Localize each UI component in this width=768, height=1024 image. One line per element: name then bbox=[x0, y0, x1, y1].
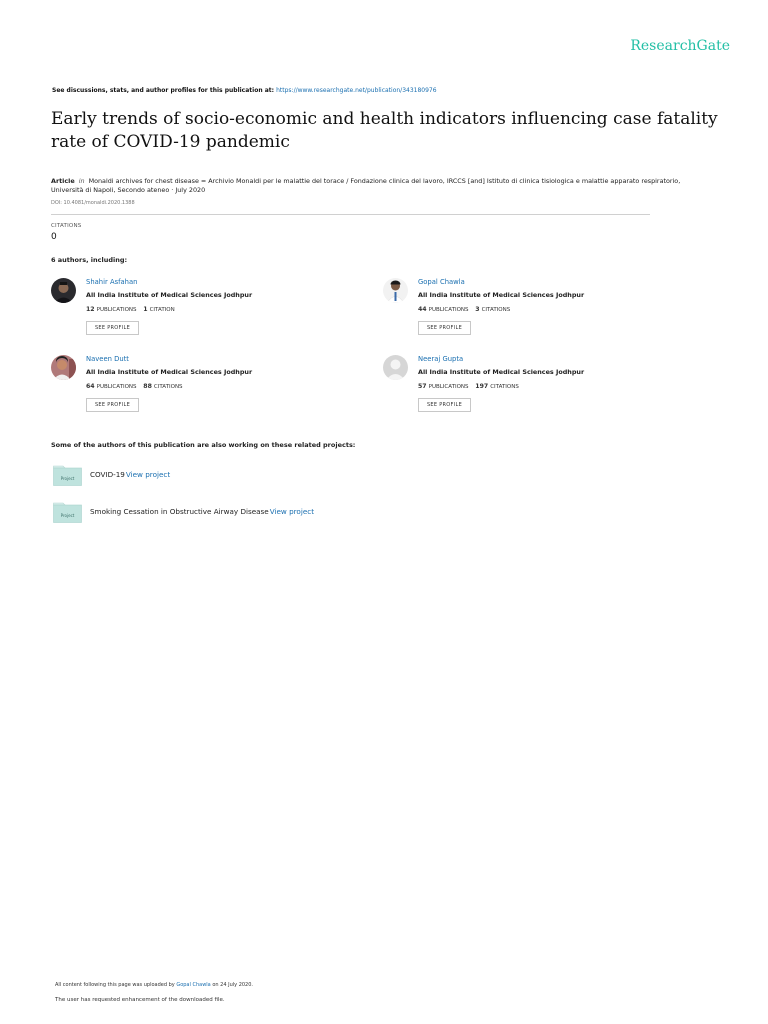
view-project-link[interactable]: View project bbox=[125, 470, 171, 479]
citations-label: CITATIONS bbox=[153, 384, 183, 390]
author-card bbox=[51, 355, 351, 425]
upload-prefix: All content following this page was uploaded by bbox=[55, 982, 175, 988]
see-profile-button[interactable]: SEE PROFILE bbox=[418, 321, 471, 335]
avatar[interactable] bbox=[51, 278, 76, 303]
project-icon-label: Project bbox=[60, 513, 75, 518]
project-name: COVID-19 bbox=[90, 470, 125, 479]
avatar[interactable] bbox=[383, 278, 408, 303]
author-stats bbox=[418, 306, 510, 313]
see-profile-button[interactable]: SEE PROFILE bbox=[86, 398, 139, 412]
citations-count: 0 bbox=[51, 232, 57, 242]
citations-label: CITATIONS bbox=[490, 384, 519, 390]
author-name-link[interactable]: Gopal Chawla bbox=[418, 278, 465, 286]
publications-count: 57 bbox=[418, 383, 427, 390]
see-profile-button[interactable]: SEE PROFILE bbox=[86, 321, 139, 335]
citations-count: 3 bbox=[475, 306, 480, 313]
avatar[interactable] bbox=[51, 355, 76, 380]
citations-label: CITATION bbox=[149, 307, 175, 313]
citations-count: 88 bbox=[143, 383, 152, 390]
enhancement-note: The user has requested enhancement of the downloaded file. bbox=[55, 997, 225, 1003]
see-profile-button[interactable]: SEE PROFILE bbox=[418, 398, 471, 412]
author-affiliation: All India Institute of Medical Sciences Jodhpur bbox=[418, 291, 585, 299]
publications-count: 12 bbox=[86, 306, 95, 313]
citations-label: CITATIONS bbox=[51, 223, 82, 229]
author-affiliation: All India Institute of Medical Sciences Jodhpur bbox=[418, 368, 585, 376]
publications-label: PUBLICATIONS bbox=[428, 384, 469, 390]
author-name-link[interactable]: Neeraj Gupta bbox=[418, 355, 464, 363]
doi: DOI: 10.4081/monaldi.2020.1388 bbox=[51, 200, 135, 206]
authors-heading: 6 authors, including: bbox=[51, 256, 128, 264]
publication-date: · July 2020 bbox=[171, 185, 206, 194]
publication-url-link[interactable]: https://www.researchgate.net/publication/343180976 bbox=[276, 87, 437, 94]
researchgate-logo[interactable]: ResearchGate bbox=[630, 38, 730, 54]
article-type: Article bbox=[51, 177, 75, 185]
project-name: Smoking Cessation in Obstructive Airway Disease bbox=[90, 507, 269, 516]
author-card bbox=[383, 355, 683, 425]
citations-count: 1 bbox=[143, 306, 148, 313]
project-text bbox=[90, 470, 170, 479]
project-icon-label: Project bbox=[60, 476, 75, 481]
author-stats bbox=[86, 383, 183, 390]
upload-info bbox=[55, 982, 253, 988]
author-affiliation: All India Institute of Medical Sciences Jodhpur bbox=[86, 291, 253, 299]
author-stats bbox=[86, 306, 175, 313]
publications-label: PUBLICATIONS bbox=[96, 384, 137, 390]
publications-label: PUBLICATIONS bbox=[428, 307, 469, 313]
publications-count: 44 bbox=[418, 306, 427, 313]
citations-count: 197 bbox=[475, 383, 489, 390]
publications-label: PUBLICATIONS bbox=[96, 307, 137, 313]
publication-meta bbox=[51, 177, 711, 194]
journal-name: Monaldi archives for chest disease = Archivio Monaldi per le malattie del torace / Fondazione clinica del lavoro, IRCCS [and] Istituto di clinica tisiologica e malattie apparato respiratorio, Università di Napoli, Secondo ateneo bbox=[51, 177, 681, 194]
author-name-link[interactable]: Shahir Asfahan bbox=[86, 278, 138, 286]
uploader-link[interactable]: Gopal Chawla bbox=[176, 982, 211, 988]
author-card bbox=[383, 278, 683, 348]
view-project-link[interactable]: View project bbox=[269, 507, 315, 516]
discussion-prefix: See discussions, stats, and author profiles for this publication at: bbox=[52, 87, 275, 94]
default-avatar-icon[interactable] bbox=[383, 355, 408, 380]
author-card bbox=[51, 278, 351, 348]
in-word: in bbox=[78, 177, 85, 185]
publication-title: Early trends of socio-economic and health indicators influencing case fatality rate of COVID-19 pandemic bbox=[51, 109, 718, 152]
citations-label: CITATIONS bbox=[481, 307, 511, 313]
project-folder-icon bbox=[53, 465, 82, 486]
project-text bbox=[90, 507, 314, 516]
discussion-line bbox=[52, 87, 437, 94]
author-stats bbox=[418, 383, 519, 390]
publications-count: 64 bbox=[86, 383, 95, 390]
author-name-link[interactable]: Naveen Dutt bbox=[86, 355, 129, 363]
upload-suffix: on 24 July 2020. bbox=[212, 982, 254, 988]
author-affiliation: All India Institute of Medical Sciences Jodhpur bbox=[86, 368, 253, 376]
project-folder-icon bbox=[53, 502, 82, 523]
divider bbox=[51, 214, 650, 215]
related-projects-heading: Some of the authors of this publication are also working on these related projects: bbox=[51, 441, 356, 449]
